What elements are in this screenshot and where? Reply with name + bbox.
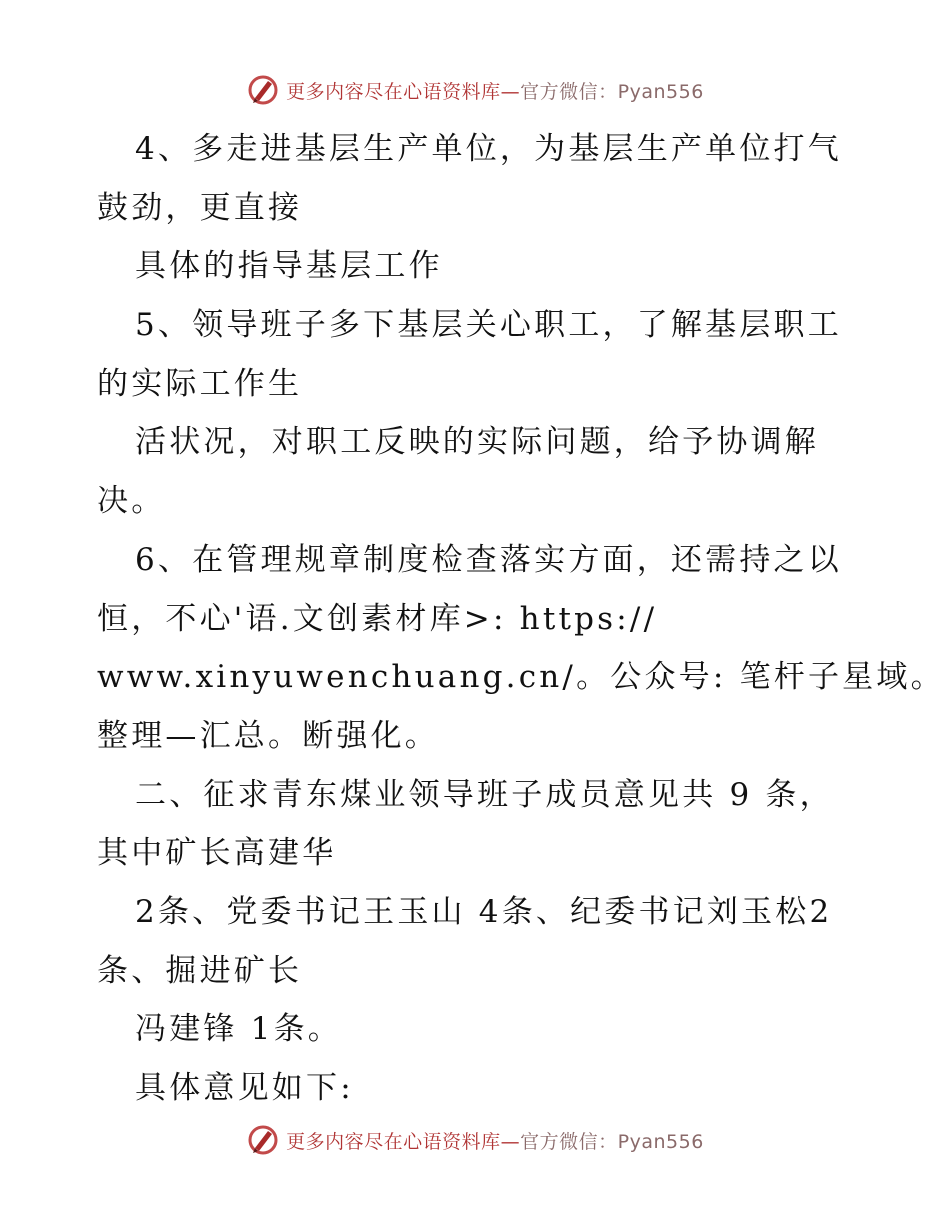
footer-banner [0, 1120, 950, 1160]
paragraph-line: 5、领导班子多下基层关心职工，了解基层职工 [135, 307, 842, 344]
paragraph-line: 2条、党委书记王玉山 4条、纪委书记刘玉松2 [135, 893, 833, 930]
footer-banner-text: 更多内容尽在心语资料库—官方微信：Pyan556 [286, 1130, 704, 1153]
paragraph-line: 的实际工作生 [97, 365, 303, 402]
paragraph-line: 条、掘进矿长 [97, 952, 303, 989]
paragraph-line: 冯建锋 1条。 [135, 1011, 342, 1048]
paragraph-line: 恒，不心'语.文创素材库>: https:// [97, 600, 658, 637]
paragraph-line: www.xinyuwenchuang.cn/。公众号: 笔杆子星域。 [97, 659, 945, 696]
paragraph-line: 具体的指导基层工作 [135, 248, 443, 285]
paragraph-line: 活状况，对职工反映的实际问题，给予协调解 [135, 424, 819, 461]
document-body [97, 120, 945, 1118]
pen-logo-icon [246, 1123, 280, 1157]
paragraph-line: 决。 [97, 483, 166, 520]
paragraph-line: 具体意见如下: [135, 1070, 354, 1106]
header-banner-text: 更多内容尽在心语资料库—官方微信：Pyan556 [286, 80, 704, 103]
paragraph-line: 6、在管理规章制度检查落实方面，还需持之以 [135, 541, 842, 578]
paragraph-line: 整理—汇总。断强化。 [97, 717, 439, 754]
paragraph-line: 二、征求青东煤业领导班子成员意见共 9 条， [135, 776, 834, 813]
pen-logo-icon [246, 73, 280, 107]
paragraph-line: 其中矿长高建华 [97, 835, 337, 872]
paragraph-line: 鼓劲，更直接 [97, 189, 303, 226]
header-banner [0, 70, 950, 110]
paragraph-line: 4、多走进基层生产单位，为基层生产单位打气 [135, 131, 842, 167]
